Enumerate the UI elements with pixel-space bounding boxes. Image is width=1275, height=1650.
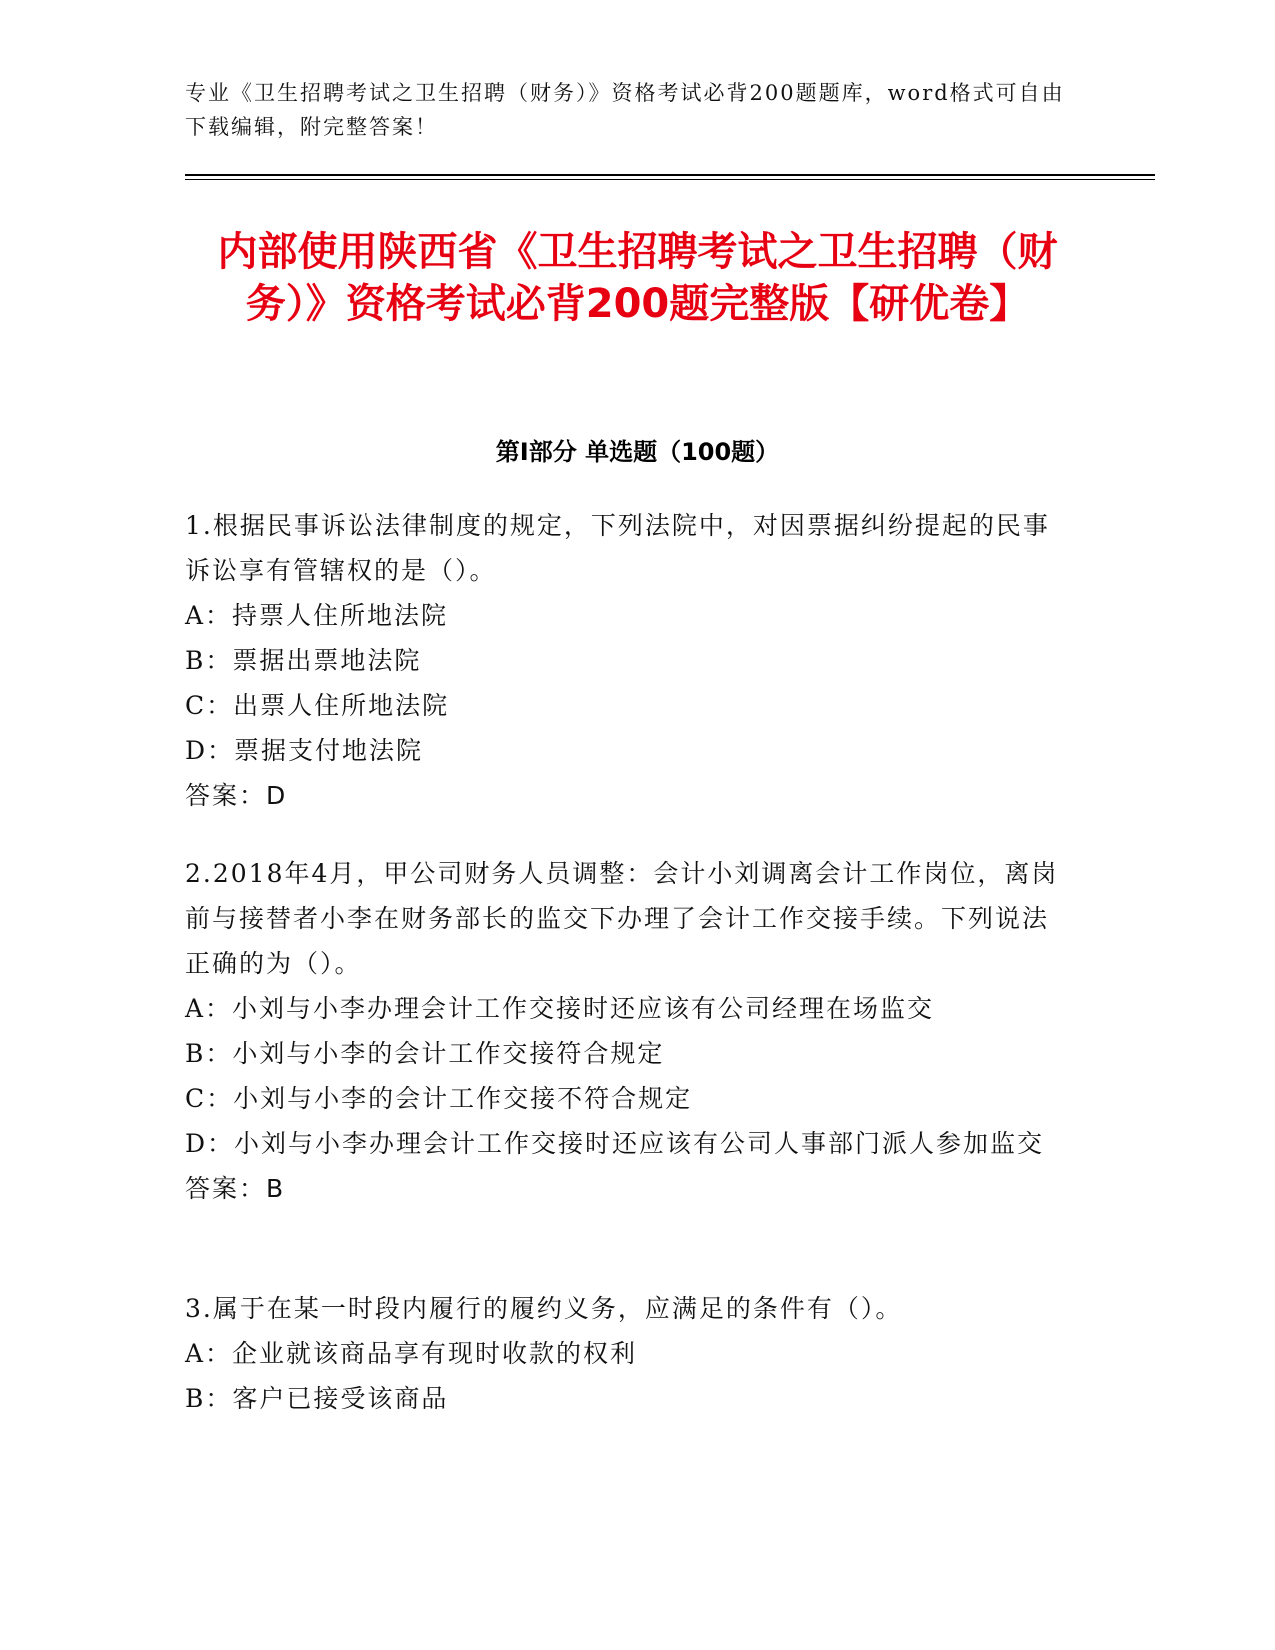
header-rule-thin	[185, 179, 1155, 180]
option-d: D：小刘与小李办理会计工作交接时还应该有公司人事部门派人参加监交	[185, 1129, 1045, 1158]
option-b: B：票据出票地法院	[185, 646, 422, 675]
question-stem: 2.2018年4月，甲公司财务人员调整：会计小刘调离会计工作岗位，离岗前与接替者小李在财务部长的监交下办理了会计工作交接手续。下列说法正确的为（）。	[185, 859, 1059, 978]
question-stem: 3.属于在某一时段内履行的履约义务，应满足的条件有（）。	[185, 1294, 903, 1323]
question-2	[185, 851, 1065, 1211]
question-3	[185, 1286, 1065, 1421]
question-1	[185, 503, 1065, 818]
option-b: B：小刘与小李的会计工作交接符合规定	[185, 1039, 665, 1068]
option-d: D：票据支付地法院	[185, 736, 424, 765]
option-c: C：出票人住所地法院	[185, 691, 450, 720]
section-title: 第I部分 单选题（100题）	[495, 438, 780, 466]
option-c: C：小刘与小李的会计工作交接不符合规定	[185, 1084, 693, 1113]
option-a: A：持票人住所地法院	[185, 601, 449, 630]
header-note: 专业《卫生招聘考试之卫生招聘（财务）》资格考试必背200题题库，word格式可自由下载编辑，附完整答案！	[185, 81, 1065, 139]
question-stem: 1.根据民事诉讼法律制度的规定，下列法院中，对因票据纠纷提起的民事诉讼享有管辖权的是（）。	[185, 511, 1050, 585]
option-b: B：客户已接受该商品	[185, 1384, 449, 1413]
answer-label: 答案：D	[185, 781, 288, 810]
document-title: 内部使用陕西省《卫生招聘考试之卫生招聘（财务）》资格考试必背200题完整版【研优卷】	[217, 229, 1058, 327]
answer-label: 答案：B	[185, 1174, 286, 1203]
option-a: A：小刘与小李办理会计工作交接时还应该有公司经理在场监交	[185, 994, 935, 1023]
option-a: A：企业就该商品享有现时收款的权利	[185, 1339, 638, 1368]
header-rule-thick	[185, 174, 1155, 176]
